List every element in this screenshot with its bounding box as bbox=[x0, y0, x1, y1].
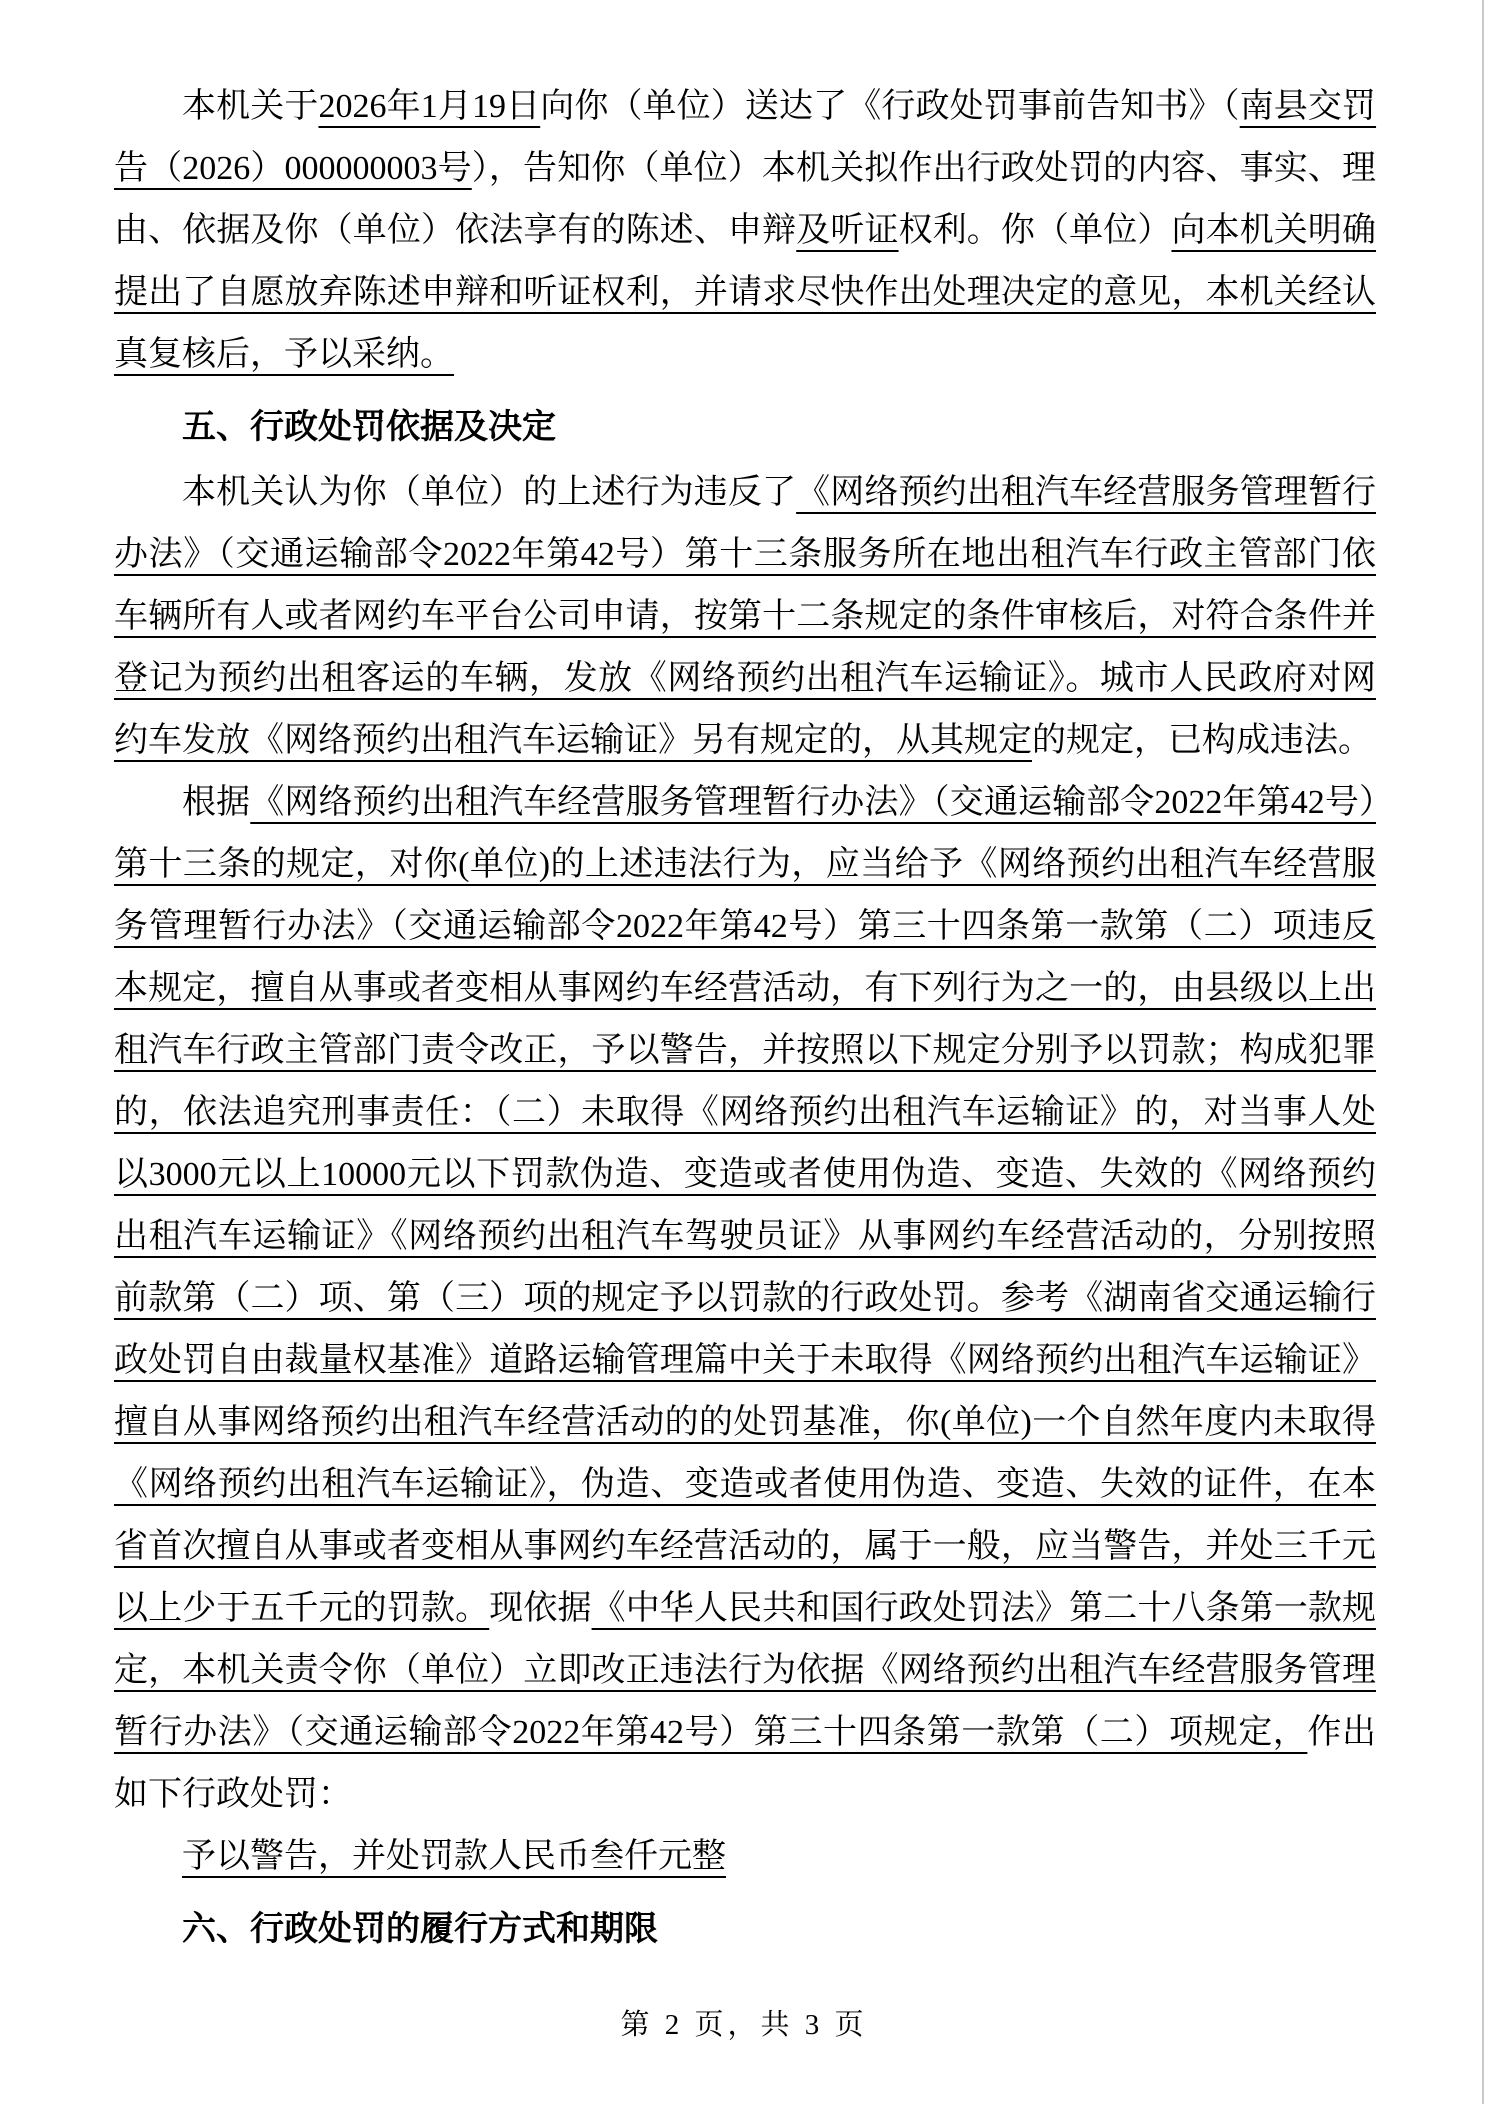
text-run: 根据 bbox=[182, 784, 251, 821]
text-run: 本机关于 bbox=[182, 88, 319, 125]
text-run: 六、行政处罚的履行方式和期限 bbox=[182, 1910, 658, 1948]
text-run: 现依据 bbox=[489, 1590, 592, 1627]
section-heading bbox=[114, 1898, 1376, 1960]
text-run: ），告知你（单位）本机关拟作出行政处罚的内容、事实、理由、依据及你（单位）依法享有的陈述、申辩 bbox=[114, 150, 1376, 249]
text-run: 五、行政处罚依据及决定 bbox=[182, 408, 556, 446]
page-number-footer: 第 2 页，共 3 页 bbox=[620, 2009, 868, 2041]
text-run: 本机关认为你（单位）的上述行为违反了 bbox=[182, 474, 797, 511]
underlined-text-run: 《中华人民共和国行政处罚法》第二十八条第一款规定，本机关责令你（单位）立即改正违法行为依据《网络预约出租汽车经营服务管理暂行办法》（交通运输部令2022年第42号）第三十四条第一款第（二）项规定， bbox=[114, 1590, 1377, 1751]
underlined-text-run: 向本机关明确提出了自愿放弃陈述申辩和听证权利，并请求尽快作出处理决定的意见，本机关经认真复核后，予以采纳。 bbox=[114, 212, 1377, 373]
section-heading bbox=[114, 396, 1376, 458]
underlined-text-run: 《网络预约出租汽车经营服务管理暂行办法》（交通运输部令2022年第42号）第十三条服务所在地出租汽车行政主管部门依车辆所有人或者网约车平台公司申请，按第十二条规定的条件审核后，对符合条件并登记为预约出租客运的车辆，发放《网络预约出租汽车运输证》。城市人民政府对网约车发放《网络预约出租汽车运输证》另有规定的，从其规定 bbox=[114, 474, 1377, 759]
underlined-text-run: 予以警告，并处罚款人民币叁仟元整 bbox=[182, 1838, 726, 1875]
text-run: 向你（单位）送达了《行政处罚事前告知书》（ bbox=[540, 88, 1240, 125]
paragraph bbox=[114, 772, 1376, 1826]
underlined-text-run: 南县交罚告（2026）000000003号 bbox=[114, 88, 1377, 187]
paragraph bbox=[114, 76, 1376, 386]
scan-edge-line bbox=[1482, 0, 1484, 2104]
text-run: 的规定，已构成违法。 bbox=[1032, 722, 1372, 759]
text-run: 作出如下行政处罚： bbox=[114, 1714, 1377, 1813]
underlined-text-run: 及听证 bbox=[796, 212, 899, 249]
text-run: 权利。你（单位） bbox=[898, 212, 1172, 249]
document-body bbox=[114, 76, 1376, 1960]
underlined-text-run: 2026年1月19日 bbox=[318, 88, 541, 125]
paragraph bbox=[114, 462, 1376, 772]
underlined-text-run: 《网络预约出租汽车经营服务管理暂行办法》（交通运输部令2022年第42号）第十三条的规定，对你(单位)的上述违法行为，应当给予《网络预约出租汽车经营服务管理暂行办法》（交通运输部令2022年第42号）第三十四条第一款第（二）项违反本规定，擅自从事或者变相从事网约车经营活动，有下列行为之一的，由县级以上出租汽车行政主管部门责令改正，予以警告，并按照以下规定分别予以罚款；构成犯罪的，依法追究刑事责任：（二）未取得《网络预约出租汽车运输证》的，对当事人处以3000元以上10000元以下罚款伪造、变造或者使用伪造、变造、失效的《网络预约出租汽车运输证》《网络预约出租汽车驾驶员证》从事网约车经营活动的，分别按照前款第（二）项、第（三）项的规定予以罚款的行政处罚。参考《湖南省交通运输行政处罚自由裁量权基准》道路运输管理篇中关于未取得《网络预约出租汽车运输证》擅自从事网络预约出租汽车经营活动的的处罚基准，你(单位)一个自然年度内未取得《网络预约出租汽车运输证》，伪造、变造或者使用伪造、变造、失效的证件，在本省首次擅自从事或者变相从事网约车经营活动的，属于一般，应当警告，并处三千元以上少于五千元的罚款。 bbox=[114, 784, 1377, 1627]
paragraph bbox=[114, 1826, 1376, 1888]
